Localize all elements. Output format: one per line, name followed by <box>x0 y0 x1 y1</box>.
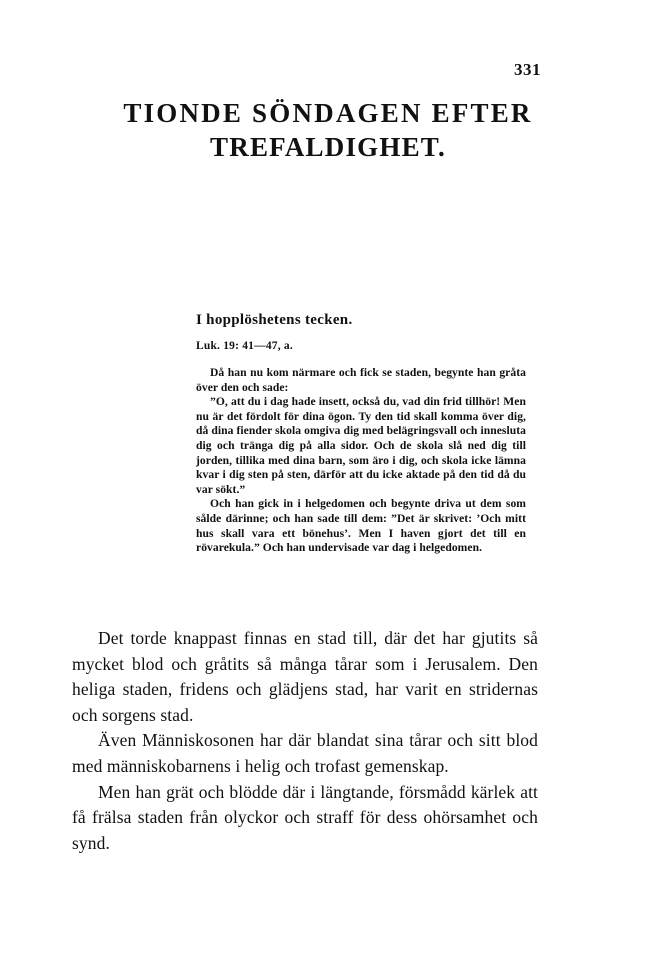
body-paragraph: Men han grät och blödde där i längtande, försmådd kärlek att få frälsa staden från olyckor och straff för dess ohörsamhet och synd. <box>72 781 538 853</box>
scripture-reference: Luk. 19: 41—47, a. <box>196 340 293 352</box>
scripture-paragraph: Och han gick in i helgedomen och begynte driva ut dem som sålde därinne; och han sade till dem: ”Det är skrivet: ’Och mitt hus skall vara ett bönehus’. Men I haven gjort det till en rövarekula.” Och han undervisade var dag i helgedomen. <box>196 497 526 555</box>
body-text <box>72 626 538 856</box>
sermon-heading: I hopplöshetens tecken. <box>196 312 353 328</box>
page-title <box>72 96 584 164</box>
body-paragraph: Det torde knappast finnas en stad till, där det har gjutits så mycket blod och gråtits så många tårar som i Jerusalem. Den heliga staden, fridens och glädjens stad, har varit en stridernas och sorgens stad. <box>72 628 538 725</box>
scripture-quote <box>196 366 526 556</box>
body-paragraph: Även Människosonen har där blandat sina tårar och sitt blod med människobarnens i helig och trofast gemenskap. <box>72 730 538 776</box>
title-line-2: TREFALDIGHET. <box>210 132 446 162</box>
scripture-paragraph: ”O, att du i dag hade insett, också du, vad din frid tillhör! Men nu är det fördolt för dina ögon. Ty den tid skall komma över dig, då dina fiender skola omgiva dig med belägringsvall och innesluta dig och tränga dig på alla sidor. Och de skola slå ned dig till jorden, tillika med dina barn, som äro i dig, och skola icke lämna kvar i dig sten på sten, därför att du icke aktade på den tid då du var sökt.” <box>196 395 526 496</box>
scripture-paragraph: Då han nu kom närmare och fick se staden, begynte han gråta över den och sade: <box>196 366 526 394</box>
title-line-1: TIONDE SÖNDAGEN EFTER <box>123 98 533 128</box>
page-number: 331 <box>514 60 541 79</box>
